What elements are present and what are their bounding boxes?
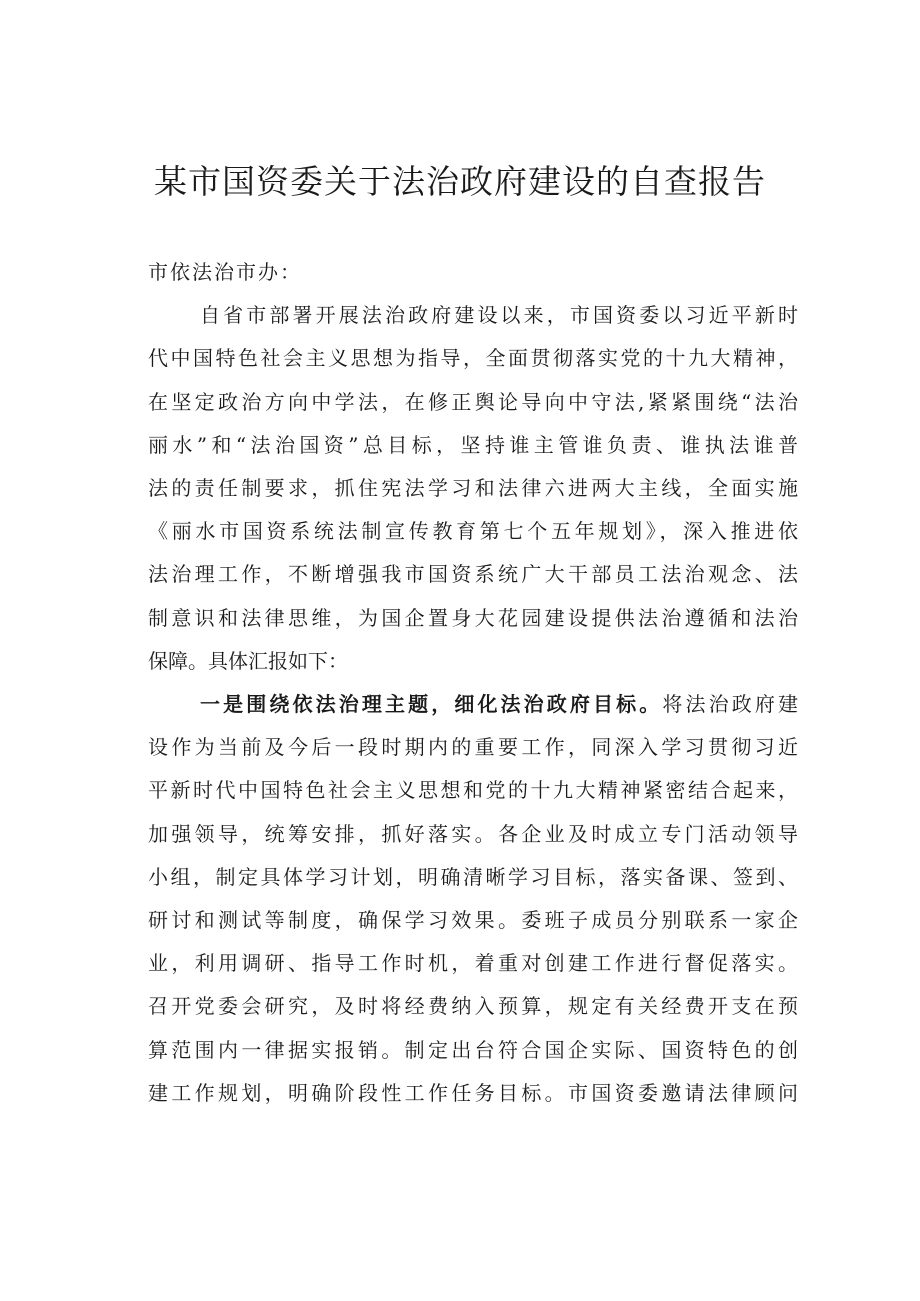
paragraph-line: 制意识和法律思维，为国企置身大花园建设提供法治遵循和法治 <box>148 606 798 630</box>
paragraph-line: 丽水”和“法治国资”总目标，坚持谁主管谁负责、谁执法谁普 <box>148 433 798 457</box>
paragraph-line: 召开党委会研究，及时将经费纳入预算，规定有关经费开支在预 <box>148 994 798 1018</box>
paragraph-line: 自省市部署开展法治政府建设以来，市国资委以习近平新时 <box>200 303 798 327</box>
paragraph-line: 设作为当前及今后一段时期内的重要工作，同深入学习贯彻习近 <box>148 735 798 759</box>
paragraph-line <box>200 686 798 722</box>
paragraph-line: 业，利用调研、指导工作时机，着重对创建工作进行督促落实。 <box>148 951 798 975</box>
paragraph-line: 小组，制定具体学习计划，明确清晰学习目标，落实备课、签到、 <box>148 865 798 889</box>
paragraph-line: 在坚定政治方向中学法，在修正舆论导向中守法,紧紧围绕“法治 <box>148 390 798 414</box>
paragraph-line: 法的责任制要求，抓住宪法学习和法律六进两大主线，全面实施 <box>148 476 798 500</box>
paragraph-line: 《丽水市国资系统法制宣传教育第七个五年规划》，深入推进依 <box>148 519 798 543</box>
document-title: 某市国资委关于法治政府建设的自查报告 <box>154 162 766 201</box>
salutation: 市依法治市办： <box>148 260 302 284</box>
paragraph-line: 加强领导，统筹安排，抓好落实。各企业及时成立专门活动领导 <box>148 822 798 846</box>
paragraph-line: 平新时代中国特色社会主义思想和党的十九大精神紧密结合起来， <box>148 778 798 802</box>
section-heading-lead: 一是围绕依法治理主题，细化法治政府目标。 <box>200 692 663 716</box>
paragraph-line: 代中国特色社会主义思想为指导，全面贯彻落实党的十九大精神， <box>148 346 798 370</box>
paragraph-line: 保障。具体汇报如下： <box>148 649 348 673</box>
paragraph-line: 算范围内一律据实报销。制定出台符合国企实际、国资特色的创 <box>148 1038 798 1062</box>
paragraph-line-rest: 将法治政府建 <box>662 692 799 716</box>
paragraph-line: 研讨和测试等制度，确保学习效果。委班子成员分别联系一家企 <box>148 908 798 932</box>
paragraph-line: 建工作规划，明确阶段性工作任务目标。市国资委邀请法律顾问 <box>148 1081 798 1105</box>
paragraph-line: 法治理工作，不断增强我市国资系统广大干部员工法治观念、法 <box>148 562 798 586</box>
